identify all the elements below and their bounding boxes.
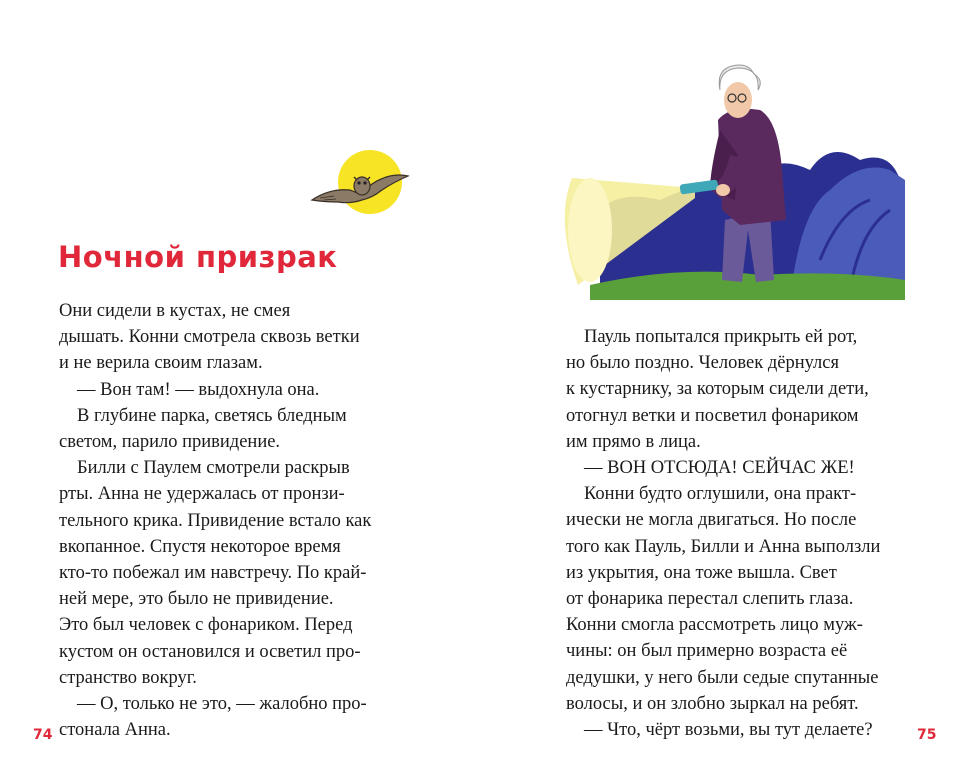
text-line: Конни смогла рассмотреть лицо муж- (566, 615, 863, 636)
text-line: волосы, и он злобно зыркал на ребят. (566, 693, 859, 714)
text-line: Конни будто оглушили, она практ- (584, 484, 857, 505)
text-line: отогнул ветки и посветил фонариком (566, 405, 859, 426)
text-line: ически не могла двигаться. Но после (566, 510, 857, 531)
page-number-left: 74 (33, 727, 53, 743)
text-line: Пауль попытался прикрыть ей рот, (584, 327, 858, 347)
owl-moon-illustration (310, 150, 410, 220)
text-line: — Что, чёрт возьми, вы тут делаете? (584, 720, 873, 741)
text-line: рты. Анна не удержалась от пронзи- (59, 484, 345, 505)
text-line: дедушки, у него были седые спутанные (566, 667, 879, 688)
text-line: Билли с Паулем смотрели раскрыв (77, 458, 350, 479)
text-line: В глубине парка, светясь бледным (77, 405, 347, 426)
left-page-text (59, 298, 371, 743)
text-line: — Вон там! — выдохнула она. (77, 379, 320, 400)
text-line: Это был человек с фонариком. Перед (59, 615, 353, 636)
page-number-right: 75 (917, 727, 937, 743)
text-line: им прямо в лица. (566, 431, 701, 452)
text-line: странство вокруг. (59, 667, 197, 688)
text-line: кустом он остановился и осветил про- (59, 641, 361, 662)
text-line: Они сидели в кустах, не смея (59, 301, 291, 321)
text-line: — О, только не это, — жалобно про- (77, 694, 367, 715)
text-line: того как Пауль, Билли и Анна выползли (566, 536, 881, 557)
text-line: светом, парило привидение. (59, 432, 281, 453)
text-line: тельного крика. Привидение встало как (59, 510, 372, 531)
chapter-title: Ночной призрак (58, 240, 338, 274)
text-line: ней мере, это было не привидение. (59, 589, 334, 610)
text-line: — ВОН ОТСЮДА! СЕЙЧАС ЖЕ! (584, 458, 855, 479)
text-line: но было поздно. Человек дёрнулся (566, 353, 839, 374)
right-page-text (566, 324, 880, 743)
text-line: и не верила своим глазам. (59, 353, 263, 374)
text-line: дышать. Конни смотрела сквозь ветки (59, 327, 360, 348)
text-line: из укрытия, она тоже вышла. Свет (566, 562, 837, 583)
text-line: к кустарнику, за которым сидели дети, (566, 379, 869, 400)
text-line: от фонарика перестал слепить глаза. (566, 589, 854, 610)
man-with-flashlight-illustration (560, 60, 910, 300)
text-line: кто-то побежал им навстречу. По край- (59, 563, 367, 584)
text-line: вкопанное. Спустя некоторое время (59, 536, 341, 557)
text-line: чины: он был примерно возраста её (566, 641, 848, 662)
text-line: стонала Анна. (59, 720, 171, 741)
